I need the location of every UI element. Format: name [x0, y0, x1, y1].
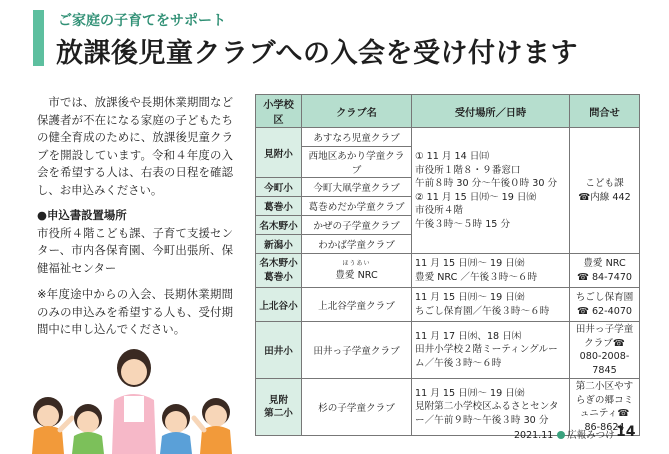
locations-text: 市役所４階こども課、子育て支援センター、市内各保育園、今町出張所、保健福祉センター — [37, 225, 233, 275]
school-cell: 名木野小 — [256, 216, 302, 235]
footer-date: 2021.11 — [514, 430, 554, 441]
club-cell — [302, 254, 412, 288]
club-table — [255, 94, 640, 436]
footer-publication-name: 広報みつけ — [567, 430, 615, 441]
page-title: 放課後児童クラブへの入会を受け付けます — [56, 38, 578, 69]
table-row — [256, 254, 640, 288]
col-header-reception: 受付場所／日時 — [412, 95, 570, 128]
school-cell: 上北谷小 — [256, 288, 302, 322]
table-header-row — [256, 95, 640, 128]
reception-cell: 11 月 15 日㈪～ 19 日㈮ 豊愛 NRC ／午後３時～６時 — [412, 254, 570, 288]
school-cell: 見附小 — [256, 128, 302, 178]
contact-cell: 田井っ子学童クラブ☎ 080-2008-7845 — [570, 322, 640, 379]
school-cell: 新潟小 — [256, 235, 302, 254]
club-cell: わかば学童クラブ — [302, 235, 412, 254]
reception-cell: 11 月 15 日㈪～ 19 日㈮ 見附第二小学校区ふるさとセンター／午前９時～午後３時 30 分 — [412, 379, 570, 436]
children-illustration — [30, 338, 235, 454]
school-cell: 田井小 — [256, 322, 302, 379]
col-header-contact: 問合せ — [570, 95, 640, 128]
contact-cell: 豊愛 NRC ☎ 84-7470 — [570, 254, 640, 288]
school-cell: 葛巻小 — [256, 197, 302, 216]
footer-publication — [514, 427, 615, 441]
reception-cell-shared: ① 11 月 14 日㈰ 市役所１階８・９番窓口 午前８時 30 分～午後０時 30 分 ② 11 月 15 日㈪～ 19 日㈮ 市役所４階 午後３時～５時 15 分 — [412, 128, 570, 254]
intro-paragraph: 市では、放課後や長期休業期間など保護者が不在になる家庭の子どもたちの健全育成のために、放課後児童クラブを開設しています。令和４年度の入会を希望する人は、右表の日程を確認し、お申込みください。 — [37, 95, 233, 197]
club-cell: 葛巻めだか学童クラブ — [302, 197, 412, 216]
header-accent-bar — [33, 10, 44, 66]
col-header-club: クラブ名 — [302, 95, 412, 128]
school-cell: 今町小 — [256, 178, 302, 197]
club-cell: 杉の子学童クラブ — [302, 379, 412, 436]
note-paragraph: ※年度途中からの入会、長期休業期間のみの申込みを希望する人も、受付期間中に申し込んでください。 — [37, 287, 233, 336]
contact-cell-shared: こども課 ☎内線 442 — [570, 128, 640, 254]
club-cell: 田井っ子学童クラブ — [302, 322, 412, 379]
club-cell: かぜの子学童クラブ — [302, 216, 412, 235]
reception-cell: 11 月 17 日㈬、18 日㈭ 田井小学校２階ミーティングルーム／午後３時～６時 — [412, 322, 570, 379]
table-row — [256, 322, 640, 379]
header-subtitle: ご家庭の子育てをサポート — [58, 13, 226, 29]
school-cell: 見附 第二小 — [256, 379, 302, 436]
article-body — [37, 94, 233, 339]
page-number: 14 — [616, 424, 636, 440]
table-row — [256, 128, 640, 147]
club-cell: 今町大凧学童クラブ — [302, 178, 412, 197]
contact-cell: ちごし保育園 ☎ 62-4070 — [570, 288, 640, 322]
club-cell: あすなろ児童クラブ — [302, 128, 412, 147]
club-cell: 上北谷学童クラブ — [302, 288, 412, 322]
contact-cell: 第二小区やすらぎの郷コミュニティ☎ 86-8624 — [570, 379, 640, 436]
table-row — [256, 288, 640, 322]
club-name: 豊愛 NRC — [335, 269, 378, 281]
reception-cell: 11 月 15 日㈪～ 19 日㈮ ちごし保育園／午後３時～６時 — [412, 288, 570, 322]
publication-dot-icon — [557, 431, 565, 439]
club-ruby: ほうあい — [342, 259, 371, 267]
locations-heading: ●申込書設置場所 — [37, 208, 127, 222]
school-cell: 名木野小 葛巻小 — [256, 254, 302, 288]
col-header-school: 小学校区 — [256, 95, 302, 128]
club-cell: 西地区あかり学童クラブ — [302, 147, 412, 178]
